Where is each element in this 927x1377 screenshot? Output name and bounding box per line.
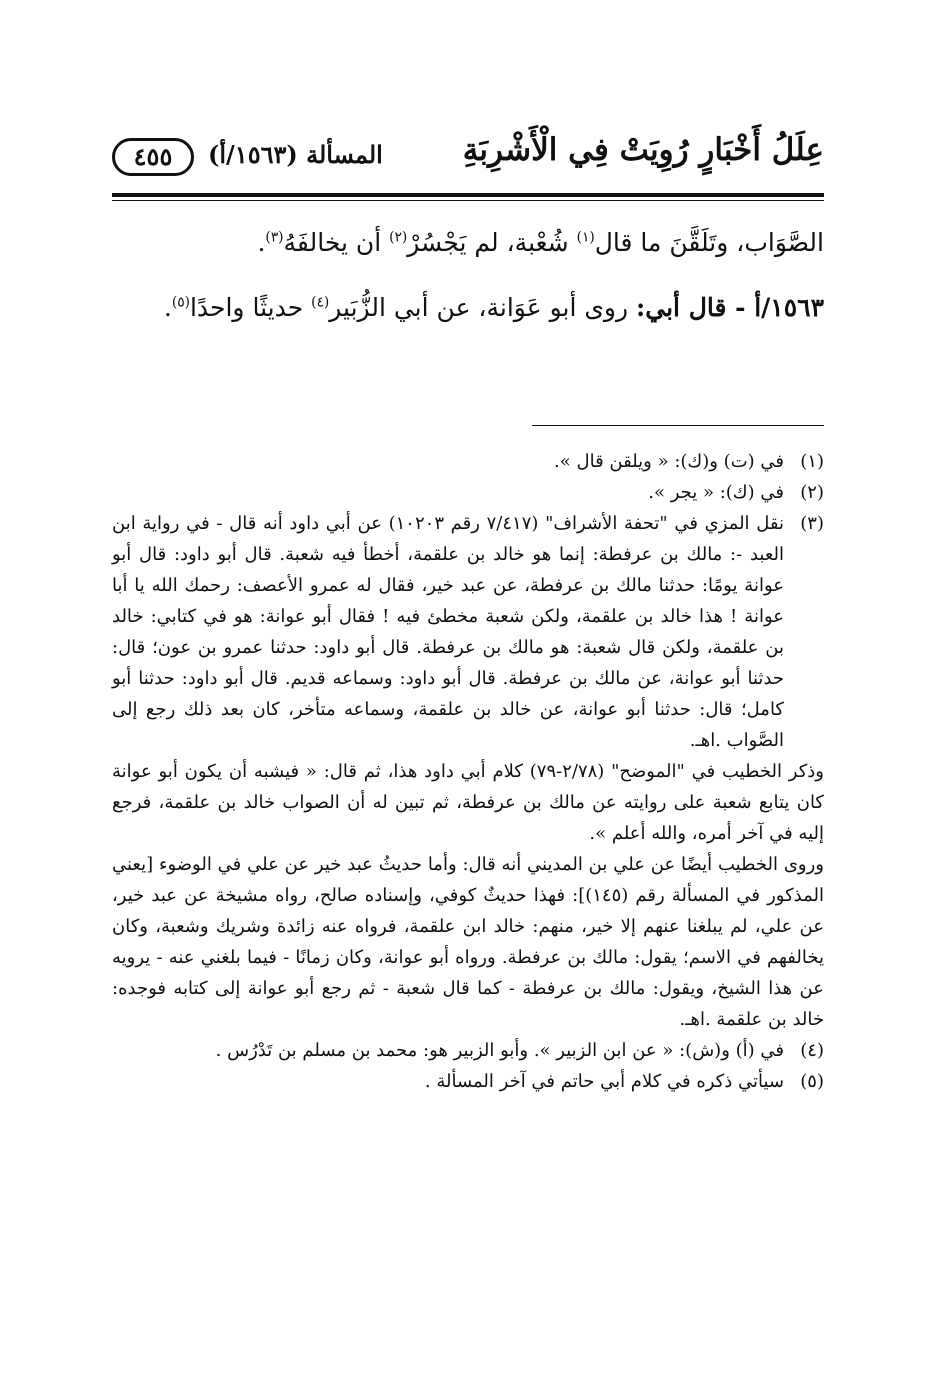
text-run: . (163, 293, 172, 322)
footnote-2 (112, 477, 824, 508)
entry-number: ١٥٦٣/أ - قال أبي: (636, 293, 824, 322)
footnote-ref[interactable]: (٥) (171, 294, 190, 311)
text-run: حديثًا واحدًا (189, 293, 312, 322)
header-rule-thick (112, 193, 824, 197)
footnote-text: وروى الخطيب أيضًا عن علي بن المديني أنه قال: وأما حديثُ عبد خير عن علي في الوضوء [يعني المذكور في المسألة رقم (١٤٥)]: فهذا حديثٌ كوفي، وإسناده صالح، رواه مشيخة عن عبد خير، عن علي، لم يبلغنا عنهم إلا خير، منهم: خالد ابن علقمة، فرواه عنه زائدة وشريك وشعبة، وكان يخالفهم في الاسم؛ يقول: مالك بن عرفطة. ورواه أبو عوانة، وكان زمانًا - فيما بلغني عنه - يرويه عن هذا الشيخ، ويقول: مالك بن عرفطة - كما قال شعبة - ثم رجع أبو عوانة إلى كتابه فوجده: خالد بن علقمة .اهـ. (112, 854, 824, 1030)
footnote-separator (532, 425, 824, 426)
footnote-marker: (٣) (800, 513, 824, 534)
main-text (112, 214, 824, 338)
text-run: شُعْبة، لم يَجْسُرْ (407, 228, 577, 257)
footnote-ref[interactable]: (٢) (389, 229, 408, 246)
main-line (112, 214, 824, 272)
footnote-4 (112, 1035, 824, 1066)
footnote-1 (112, 446, 824, 477)
footnote-5 (112, 1066, 824, 1097)
footnote-marker: (٥) (800, 1071, 824, 1092)
footnote-text: وذكر الخطيب في "الموضح" (٢/٧٨-٧٩) كلام أبي داود هذا، ثم قال: « فيشبه أن يكون أبو عوانة كان يتابع شعبة على روايته عن مالك بن عرفطة، ثم تبين له أن الصواب خالد بن علقمة، فرجع إليه في آخر أمره، والله أعلم ». (112, 761, 824, 844)
footnote-marker: (٢) (800, 482, 824, 503)
text-run: أن يخالفَهُ (283, 228, 390, 257)
footnote-text: في (أ) و(ش): « عن ابن الزبير ». وأبو الزبير هو: محمد بن مسلم بن تَدْرُس . (215, 1040, 784, 1061)
footnote-ref[interactable]: (١) (576, 229, 595, 246)
page-number: ٤٥٥ (112, 138, 194, 176)
header-rule-thin (112, 200, 824, 201)
running-header (112, 128, 824, 188)
footnote-marker: (١) (800, 451, 824, 472)
book-title: عِلَلُ أَخْبَارٍ رُوِيَتْ فِي الْأَشْرِبَةِ (462, 132, 824, 168)
footnotes (112, 446, 824, 1097)
entry-paragraph (112, 278, 824, 338)
footnote-marker: (٤) (800, 1040, 824, 1061)
text-run: روى أبو عَوَانة، عن أبي الزُّبَير (329, 293, 637, 322)
footnote-text: في (ت) و(ك): « ويلقن قال ». (554, 451, 784, 472)
text-run: الصَّوَاب، وتَلَقَّنَ ما قال (594, 228, 824, 257)
footnote-text: نقل المزي في "تحفة الأشراف" (٧/٤١٧ رقم ١٠٢٠٣) عن أبي داود أنه قال - في رواية ابن العبد -: مالك بن عرفطة: إنما هو خالد بن علقمة، أخطأ فيه شعبة. قال أبو داود: قال أبو عوانة يومًا: حدثنا مالك بن عرفطة، عن عبد خير، فقال له عمرو الأعصف: رحمك الله يا أبا عوانة ! هذا خالد بن علقمة، ولكن شعبة مخطئ فيه ! فقال أبو عوانة: هو في كتابي: خالد بن علقمة، ولكن قال شعبة: هو مالك بن عرفطة. قال أبو داود: حدثنا عمرو بن عون؛ قال: حدثنا أبو عوانة، عن مالك بن عرفطة. قال أبو داود: وسماعه قديم. قال أبو داود: حدثنا أبو كامل؛ قال: حدثنا أبو عوانة، عن خالد بن علقمة، وسماعه متأخر، كان بعد ذلك رجع إلى الصَّواب .اهـ. (112, 513, 784, 751)
issue-label: المسألة (١٥٦٣/أ) (208, 140, 383, 169)
footnote-ref[interactable]: (٤) (311, 294, 330, 311)
footnote-text: سيأتي ذكره في كلام أبي حاتم في آخر المسألة . (424, 1071, 784, 1092)
footnote-text: في (ك): « يجر ». (648, 482, 784, 503)
footnote-3 (112, 508, 824, 1035)
footnote-ref[interactable]: (٣) (265, 229, 284, 246)
text-run: . (257, 228, 266, 257)
